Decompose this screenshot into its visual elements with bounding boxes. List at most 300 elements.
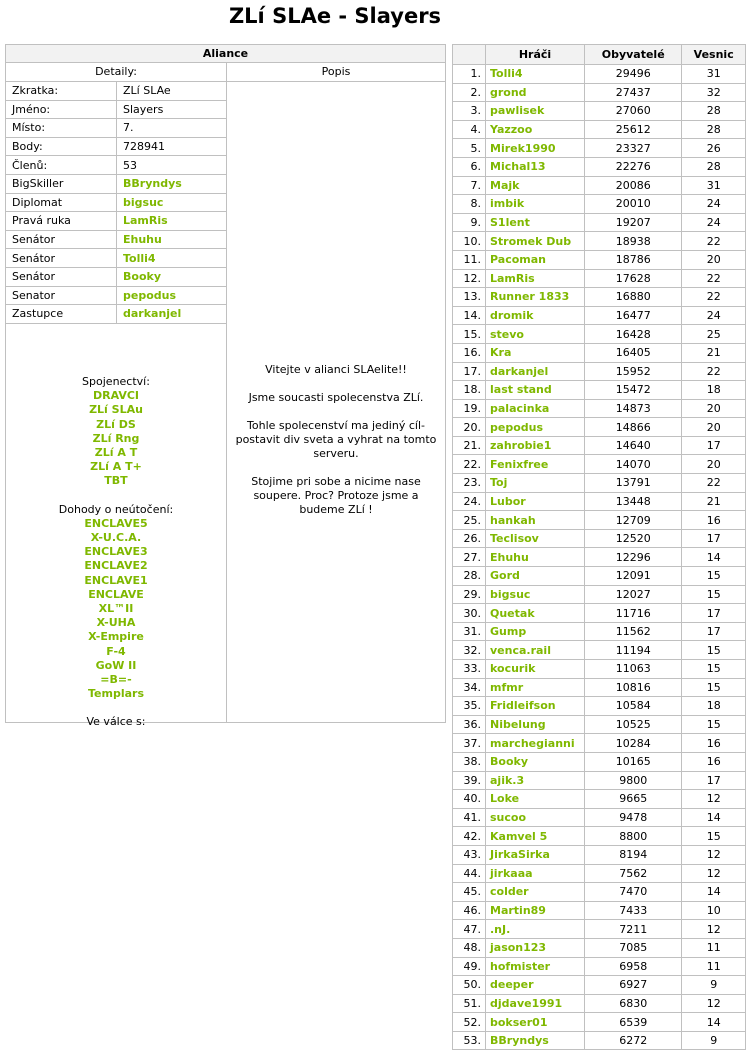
- role-label: Senátor: [6, 267, 117, 286]
- player-population: 16405: [585, 343, 682, 362]
- player-name-link[interactable]: sucoo: [486, 808, 585, 827]
- player-rank: 48.: [453, 938, 486, 957]
- player-rank: 13.: [453, 288, 486, 307]
- player-row: [453, 790, 746, 809]
- alliance-link[interactable]: ZLí A T: [94, 446, 138, 460]
- player-name-link[interactable]: Quetak: [486, 604, 585, 623]
- villages-header[interactable]: Vesnic: [682, 45, 746, 65]
- player-population: 12520: [585, 529, 682, 548]
- detail-label: Body:: [6, 137, 117, 156]
- player-rank: 42.: [453, 827, 486, 846]
- nap-alliance-link[interactable]: XL™II: [98, 602, 134, 616]
- nap-alliance-link[interactable]: Templars: [87, 687, 144, 701]
- player-population: 13448: [585, 492, 682, 511]
- description-line: Tohle spolecenství ma jediný cíl- postavit div sveta a vyhrat na tomto serveru.: [235, 419, 437, 460]
- alliance-header: Aliance: [6, 45, 445, 63]
- nap-alliance-link[interactable]: ENCLAVE3: [84, 545, 148, 559]
- player-villages: 15: [682, 660, 746, 679]
- player-name-link[interactable]: Pacoman: [486, 250, 585, 269]
- player-villages: 22: [682, 362, 746, 381]
- player-rank: 28.: [453, 567, 486, 586]
- detail-label: Členů:: [6, 156, 117, 175]
- player-population: 7562: [585, 864, 682, 883]
- player-row: [453, 157, 746, 176]
- player-row: [453, 864, 746, 883]
- player-villages: 14: [682, 808, 746, 827]
- player-rank: 14.: [453, 306, 486, 325]
- player-rank: 52.: [453, 1013, 486, 1032]
- player-population: 11194: [585, 641, 682, 660]
- player-rank: 38.: [453, 752, 486, 771]
- nap-alliance-link[interactable]: =B=-: [100, 673, 132, 687]
- player-villages: 20: [682, 455, 746, 474]
- player-rank: 34.: [453, 678, 486, 697]
- player-name-link[interactable]: Majk: [486, 176, 585, 195]
- detail-value: 7.: [117, 119, 227, 138]
- player-name-link[interactable]: stevo: [486, 325, 585, 344]
- player-villages: 15: [682, 715, 746, 734]
- player-rank: 31.: [453, 622, 486, 641]
- player-population: 11063: [585, 660, 682, 679]
- player-population: 27437: [585, 83, 682, 102]
- player-rank: 20.: [453, 418, 486, 437]
- player-name-link[interactable]: deeper: [486, 976, 585, 995]
- player-rank: 29.: [453, 585, 486, 604]
- player-villages: 31: [682, 65, 746, 84]
- player-row: [453, 325, 746, 344]
- alliance-link[interactable]: TBT: [104, 474, 128, 488]
- player-name-link[interactable]: last stand: [486, 381, 585, 400]
- player-villages: 15: [682, 678, 746, 697]
- player-name-link[interactable]: pawlisek: [486, 102, 585, 121]
- player-name-link[interactable]: grond: [486, 83, 585, 102]
- player-population: 16428: [585, 325, 682, 344]
- role-player-link[interactable]: BBryndys: [117, 174, 227, 193]
- player-row: [453, 269, 746, 288]
- player-villages: 22: [682, 474, 746, 493]
- players-header-row: [453, 45, 746, 65]
- alliance-link[interactable]: ZLí A T+: [90, 460, 142, 474]
- player-rank: 35.: [453, 697, 486, 716]
- player-name-link[interactable]: Loke: [486, 790, 585, 809]
- player-population: 12296: [585, 548, 682, 567]
- player-population: 16477: [585, 306, 682, 325]
- player-name-link[interactable]: kocurik: [486, 660, 585, 679]
- war-label: Ve válce s:: [86, 715, 146, 729]
- player-rank: 15.: [453, 325, 486, 344]
- player-name-link[interactable]: zahrobie1: [486, 436, 585, 455]
- player-villages: 20: [682, 399, 746, 418]
- player-population: 18938: [585, 232, 682, 251]
- player-population: 11562: [585, 622, 682, 641]
- player-rank: 10.: [453, 232, 486, 251]
- player-rank: 33.: [453, 660, 486, 679]
- player-rank: 5.: [453, 139, 486, 158]
- player-villages: 20: [682, 250, 746, 269]
- player-name-link[interactable]: djdave1991: [486, 994, 585, 1013]
- player-population: 9478: [585, 808, 682, 827]
- player-population: 10165: [585, 752, 682, 771]
- alliance-link[interactable]: ZLí SLAu: [89, 403, 143, 417]
- page-title: ZLí SLAe - Slayers: [228, 4, 442, 28]
- player-rank: 25.: [453, 511, 486, 530]
- player-villages: 11: [682, 938, 746, 957]
- player-name-link[interactable]: Stromek Dub: [486, 232, 585, 251]
- player-row: [453, 771, 746, 790]
- role-label: Zastupce: [6, 305, 117, 324]
- player-population: 9665: [585, 790, 682, 809]
- detail-label: Místo:: [6, 119, 117, 138]
- player-row: [453, 213, 746, 232]
- player-rank: 47.: [453, 920, 486, 939]
- player-villages: 18: [682, 381, 746, 400]
- player-rank: 24.: [453, 492, 486, 511]
- player-villages: 31: [682, 176, 746, 195]
- player-row: [453, 622, 746, 641]
- detail-row: [6, 82, 226, 100]
- player-name-link[interactable]: LamRis: [486, 269, 585, 288]
- player-population: 7085: [585, 938, 682, 957]
- player-row: [453, 399, 746, 418]
- player-villages: 15: [682, 567, 746, 586]
- player-villages: 17: [682, 529, 746, 548]
- role-row: [6, 212, 226, 231]
- player-villages: 22: [682, 232, 746, 251]
- player-villages: 28: [682, 157, 746, 176]
- player-villages: 11: [682, 957, 746, 976]
- player-rank: 4.: [453, 120, 486, 139]
- player-villages: 16: [682, 734, 746, 753]
- alliance-link[interactable]: DRAVCI: [92, 389, 140, 403]
- player-name-link[interactable]: JirkaSirka: [486, 845, 585, 864]
- player-name-link[interactable]: hofmister: [486, 957, 585, 976]
- details-header: Detaily:: [6, 63, 227, 82]
- player-row: [453, 567, 746, 586]
- player-name-link[interactable]: Lubor: [486, 492, 585, 511]
- player-name-link[interactable]: Nibelung: [486, 715, 585, 734]
- role-row: [6, 249, 226, 268]
- role-label: Diplomat: [6, 193, 117, 212]
- player-population: 20010: [585, 195, 682, 214]
- role-row: [6, 267, 226, 286]
- player-row: [453, 548, 746, 567]
- nap-label: Dohody o neútočení:: [58, 502, 174, 516]
- player-rank: 11.: [453, 250, 486, 269]
- player-population: 7433: [585, 901, 682, 920]
- player-population: 12091: [585, 567, 682, 586]
- player-row: [453, 343, 746, 362]
- player-name-link[interactable]: Kamvel 5: [486, 827, 585, 846]
- player-rank: 1.: [453, 65, 486, 84]
- player-row: [453, 808, 746, 827]
- player-row: [453, 529, 746, 548]
- player-rank: 45.: [453, 883, 486, 902]
- player-rank: 44.: [453, 864, 486, 883]
- player-villages: 14: [682, 1013, 746, 1032]
- player-population: 16880: [585, 288, 682, 307]
- player-villages: 17: [682, 622, 746, 641]
- player-population: 27060: [585, 102, 682, 121]
- nap-alliance-link[interactable]: ENCLAVE5: [84, 516, 148, 530]
- player-villages: 15: [682, 641, 746, 660]
- player-rank: 21.: [453, 436, 486, 455]
- player-row: [453, 511, 746, 530]
- player-name-link[interactable]: bigsuc: [486, 585, 585, 604]
- role-player-link[interactable]: Booky: [117, 267, 227, 286]
- role-player-link[interactable]: bigsuc: [117, 193, 227, 212]
- player-villages: 9: [682, 1031, 746, 1050]
- player-villages: 17: [682, 771, 746, 790]
- player-villages: 17: [682, 436, 746, 455]
- player-name-link[interactable]: venca.rail: [486, 641, 585, 660]
- player-rank: 36.: [453, 715, 486, 734]
- player-row: [453, 250, 746, 269]
- detail-value: Slayers: [117, 100, 227, 119]
- player-name-link[interactable]: pepodus: [486, 418, 585, 437]
- player-name-link[interactable]: Michal13: [486, 157, 585, 176]
- player-name-link[interactable]: S1lent: [486, 213, 585, 232]
- player-row: [453, 1031, 746, 1050]
- player-name-link[interactable]: Ehuhu: [486, 548, 585, 567]
- player-name-link[interactable]: Fridleifson: [486, 697, 585, 716]
- role-row: [6, 286, 226, 305]
- player-rank: 41.: [453, 808, 486, 827]
- player-villages: 12: [682, 994, 746, 1013]
- player-row: [453, 715, 746, 734]
- player-rank: 40.: [453, 790, 486, 809]
- player-population: 14873: [585, 399, 682, 418]
- player-population: 14640: [585, 436, 682, 455]
- player-villages: 24: [682, 213, 746, 232]
- detail-label: Zkratka:: [6, 82, 117, 100]
- players-table: [452, 44, 746, 1050]
- player-population: 9800: [585, 771, 682, 790]
- player-row: [453, 288, 746, 307]
- player-rank: 39.: [453, 771, 486, 790]
- player-villages: 24: [682, 195, 746, 214]
- detail-row: [6, 119, 226, 138]
- nap-alliance-link[interactable]: GoW II: [95, 658, 137, 672]
- role-player-link[interactable]: LamRis: [117, 212, 227, 231]
- player-row: [453, 976, 746, 995]
- description-line: Stojime pri sobe a nicime nase soupere. Proc? Protoze jsme a budeme ZLí !: [251, 475, 421, 516]
- player-row: [453, 641, 746, 660]
- role-player-link[interactable]: Tolli4: [117, 249, 227, 268]
- player-population: 6958: [585, 957, 682, 976]
- player-row: [453, 845, 746, 864]
- player-rank: 23.: [453, 474, 486, 493]
- player-name-link[interactable]: marchegianni: [486, 734, 585, 753]
- player-name-link[interactable]: Runner 1833: [486, 288, 585, 307]
- player-villages: 10: [682, 901, 746, 920]
- relations-box: [6, 375, 226, 730]
- alliance-link[interactable]: ZLí DS: [96, 417, 136, 431]
- player-rank: 49.: [453, 957, 486, 976]
- player-row: [453, 83, 746, 102]
- player-row: [453, 827, 746, 846]
- player-row: [453, 678, 746, 697]
- player-row: [453, 232, 746, 251]
- player-population: 7211: [585, 920, 682, 939]
- role-row: [6, 230, 226, 249]
- player-population: 12709: [585, 511, 682, 530]
- player-row: [453, 604, 746, 623]
- player-name-link[interactable]: Martin89: [486, 901, 585, 920]
- player-villages: 22: [682, 288, 746, 307]
- player-rank: 8.: [453, 195, 486, 214]
- player-villages: 12: [682, 790, 746, 809]
- player-name-link[interactable]: Gord: [486, 567, 585, 586]
- player-rank: 6.: [453, 157, 486, 176]
- player-population: 6830: [585, 994, 682, 1013]
- player-row: [453, 195, 746, 214]
- player-villages: 14: [682, 883, 746, 902]
- player-name-link[interactable]: Fenixfree: [486, 455, 585, 474]
- player-villages: 15: [682, 827, 746, 846]
- player-name-link[interactable]: dromik: [486, 306, 585, 325]
- player-population: 19207: [585, 213, 682, 232]
- player-name-link[interactable]: imbik: [486, 195, 585, 214]
- player-name-link[interactable]: Kra: [486, 343, 585, 362]
- player-villages: 26: [682, 139, 746, 158]
- player-villages: 14: [682, 548, 746, 567]
- player-rank: 32.: [453, 641, 486, 660]
- player-population: 23327: [585, 139, 682, 158]
- player-population: 14070: [585, 455, 682, 474]
- player-population: 17628: [585, 269, 682, 288]
- player-name-link[interactable]: .nJ.: [486, 920, 585, 939]
- nap-alliance-link[interactable]: X-UHA: [96, 616, 136, 630]
- player-name-link[interactable]: Yazzoo: [486, 120, 585, 139]
- player-villages: 24: [682, 306, 746, 325]
- player-rank: 12.: [453, 269, 486, 288]
- player-rank: 50.: [453, 976, 486, 995]
- player-row: [453, 697, 746, 716]
- player-row: [453, 585, 746, 604]
- player-population: 10816: [585, 678, 682, 697]
- role-label: Pravá ruka: [6, 212, 117, 231]
- player-name-link[interactable]: Tolli4: [486, 65, 585, 84]
- player-row: [453, 139, 746, 158]
- player-rank: 27.: [453, 548, 486, 567]
- role-label: Senator: [6, 286, 117, 305]
- detail-value: 53: [117, 156, 227, 175]
- player-name-link[interactable]: hankah: [486, 511, 585, 530]
- population-header[interactable]: Obyvatelé: [585, 45, 682, 65]
- player-villages: 16: [682, 511, 746, 530]
- player-row: [453, 65, 746, 84]
- player-row: [453, 120, 746, 139]
- player-row: [453, 1013, 746, 1032]
- role-player-link[interactable]: Ehuhu: [117, 230, 227, 249]
- player-population: 25612: [585, 120, 682, 139]
- rank-header: [453, 45, 486, 65]
- player-name-link[interactable]: palacinka: [486, 399, 585, 418]
- alliances-list: [6, 389, 226, 488]
- player-population: 6927: [585, 976, 682, 995]
- player-villages: 32: [682, 83, 746, 102]
- player-villages: 28: [682, 102, 746, 121]
- player-name-link[interactable]: Booky: [486, 752, 585, 771]
- detail-row: [6, 137, 226, 156]
- player-name-link[interactable]: jason123: [486, 938, 585, 957]
- player-villages: 9: [682, 976, 746, 995]
- player-row: [453, 734, 746, 753]
- player-population: 10584: [585, 697, 682, 716]
- player-villages: 12: [682, 864, 746, 883]
- player-name-link[interactable]: bokser01: [486, 1013, 585, 1032]
- detail-value: ZLí SLAe: [117, 82, 227, 100]
- player-row: [453, 883, 746, 902]
- alliances-label: Spojenectví:: [82, 375, 150, 388]
- player-rank: 53.: [453, 1031, 486, 1050]
- player-name-link[interactable]: Teclisov: [486, 529, 585, 548]
- player-row: [453, 362, 746, 381]
- alliance-link[interactable]: ZLí Rng: [92, 431, 140, 445]
- player-villages: 22: [682, 269, 746, 288]
- nap-alliance-link[interactable]: X-Empire: [88, 630, 144, 644]
- player-population: 18786: [585, 250, 682, 269]
- role-player-link[interactable]: darkanjel: [117, 305, 227, 324]
- player-rank: 3.: [453, 102, 486, 121]
- player-name-link[interactable]: ajik.3: [486, 771, 585, 790]
- player-name-link[interactable]: colder: [486, 883, 585, 902]
- player-villages: 20: [682, 418, 746, 437]
- player-population: 10284: [585, 734, 682, 753]
- player-rank: 18.: [453, 381, 486, 400]
- detail-value: 728941: [117, 137, 227, 156]
- player-villages: 16: [682, 752, 746, 771]
- player-name-link[interactable]: Mirek1990: [486, 139, 585, 158]
- player-name-header[interactable]: Hráči: [486, 45, 585, 65]
- player-name-link[interactable]: jirkaaa: [486, 864, 585, 883]
- player-rank: 16.: [453, 343, 486, 362]
- player-name-link[interactable]: darkanjel: [486, 362, 585, 381]
- player-name-link[interactable]: mfmr: [486, 678, 585, 697]
- detail-label: Jméno:: [6, 100, 117, 119]
- player-name-link[interactable]: Toj: [486, 474, 585, 493]
- player-population: 6272: [585, 1031, 682, 1050]
- nap-alliance-link[interactable]: F-4: [106, 644, 126, 658]
- nap-alliance-link[interactable]: X-U.C.A.: [90, 531, 142, 545]
- player-population: 12027: [585, 585, 682, 604]
- player-rank: 26.: [453, 529, 486, 548]
- player-name-link[interactable]: BBryndys: [486, 1031, 585, 1050]
- role-player-link[interactable]: pepodus: [117, 286, 227, 305]
- player-rank: 7.: [453, 176, 486, 195]
- player-name-link[interactable]: Gump: [486, 622, 585, 641]
- player-population: 11716: [585, 604, 682, 623]
- detail-row: [6, 100, 226, 119]
- description-line: Jsme soucasti spolecenstva ZLí.: [248, 391, 424, 404]
- player-rank: 22.: [453, 455, 486, 474]
- player-villages: 17: [682, 604, 746, 623]
- role-row: [6, 305, 226, 324]
- player-population: 14866: [585, 418, 682, 437]
- player-rank: 17.: [453, 362, 486, 381]
- role-label: BigSkiller: [6, 174, 117, 193]
- nap-alliance-link[interactable]: ENCLAVE1: [84, 573, 148, 587]
- player-population: 22276: [585, 157, 682, 176]
- column-divider: [226, 81, 227, 722]
- player-villages: 21: [682, 343, 746, 362]
- nap-alliance-link[interactable]: ENCLAVE: [88, 587, 144, 601]
- nap-list: [6, 517, 226, 702]
- player-villages: 12: [682, 920, 746, 939]
- player-row: [453, 957, 746, 976]
- description-line: Vitejte v alianci SLAelite!!: [265, 363, 407, 376]
- nap-alliance-link[interactable]: ENCLAVE2: [84, 559, 148, 573]
